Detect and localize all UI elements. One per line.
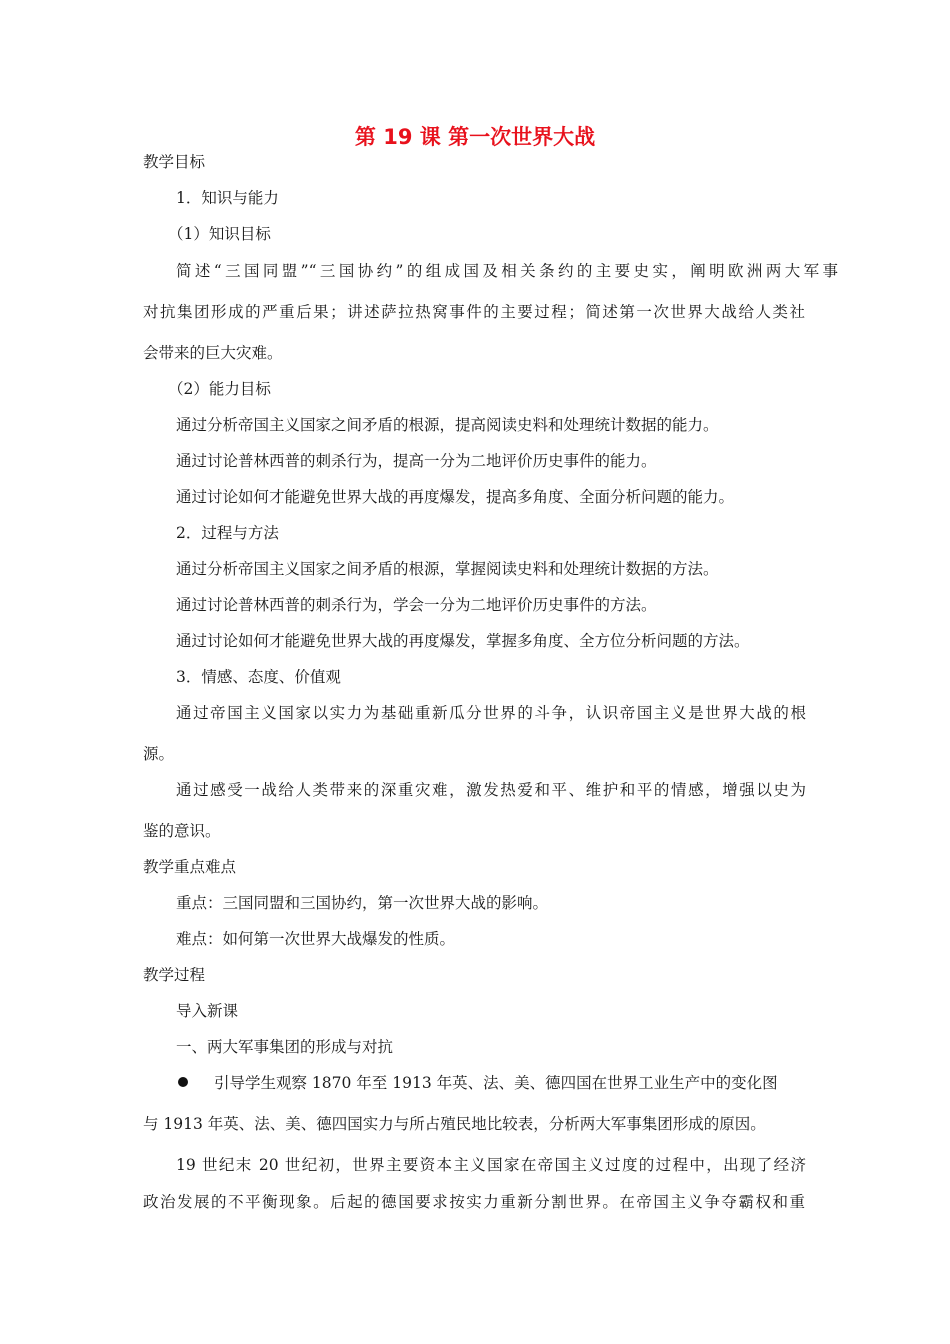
- section-heading-two-blocs: 一、两大军事集团的形成与对抗: [176, 1038, 394, 1056]
- subheading-process-method: 2．过程与方法: [176, 524, 279, 542]
- paragraph-line: 通过讨论普林西普的刺杀行为，提高一分为二地评价历史事件的能力。: [176, 452, 657, 470]
- lesson-title: 第 19 课 第一次世界大战: [354, 125, 596, 149]
- paragraph-line: 通过分析帝国主义国家之间矛盾的根源，提高阅读史料和处理统计数据的能力。: [176, 416, 719, 434]
- key-point-line: 重点：三国同盟和三国协约，第一次世界大战的影响。: [176, 894, 549, 912]
- paragraph-line: 通过讨论如何才能避免世界大战的再度爆发，提高多角度、全面分析问题的能力。: [176, 488, 735, 506]
- paragraph-line: 通过帝国主义国家以实力为基础重新瓜分世界的斗争，认识帝国主义是世界大战的根: [176, 704, 806, 722]
- paragraph-line: 简述“三国同盟”“三国协约”的组成国及相关条约的主要史实，阐明欧洲两大军事: [176, 262, 838, 280]
- subheading-intro: 导入新课: [176, 1002, 239, 1020]
- heading-teaching-process: 教学过程: [143, 966, 206, 984]
- paragraph-line: 与 1913 年英、法、美、德四国实力与所占殖民地比较表，分析两大军事集团形成的原因。: [143, 1115, 766, 1133]
- bullet-paragraph-line: [178, 1073, 806, 1093]
- subheading-knowledge-goal: （1）知识目标: [168, 225, 271, 243]
- paragraph-line: 源。: [143, 745, 175, 763]
- subheading-knowledge-ability: 1．知识与能力: [176, 189, 279, 207]
- paragraph-line: 政治发展的不平衡现象。后起的德国要求按实力重新分割世界。在帝国主义争夺霸权和重: [143, 1193, 805, 1211]
- paragraph-line: 通过感受一战给人类带来的深重灾难，激发热爱和平、维护和平的情感，增强以史为: [176, 781, 806, 799]
- paragraph-line: 对抗集团形成的严重后果；讲述萨拉热窝事件的主要过程；简述第一次世界大战给人类社: [143, 303, 805, 321]
- heading-key-points: 教学重点难点: [143, 858, 237, 876]
- heading-teaching-goals: 教学目标: [143, 153, 206, 171]
- paragraph-line: 通过分析帝国主义国家之间矛盾的根源，掌握阅读史料和处理统计数据的方法。: [176, 560, 719, 578]
- paragraph-line: 通过讨论普林西普的刺杀行为，学会一分为二地评价历史事件的方法。: [176, 596, 657, 614]
- paragraph-line: 鉴的意识。: [143, 822, 221, 840]
- subheading-emotion-values: 3．情感、态度、价值观: [176, 668, 341, 686]
- bullet-icon: [178, 1077, 188, 1087]
- subheading-ability-goal: （2）能力目标: [168, 380, 271, 398]
- paragraph-line: 会带来的巨大灾难。: [143, 344, 283, 362]
- difficulty-line: 难点：如何第一次世界大战爆发的性质。: [176, 930, 456, 948]
- bullet-text: 引导学生观察 1870 年至 1913 年英、法、美、德四国在世界工业生产中的变化图: [214, 1074, 778, 1092]
- paragraph-line: 19 世纪末 20 世纪初，世界主要资本主义国家在帝国主义过度的过程中，出现了经济: [176, 1156, 806, 1174]
- paragraph-line: 通过讨论如何才能避免世界大战的再度爆发，掌握多角度、全方位分析问题的方法。: [176, 632, 750, 650]
